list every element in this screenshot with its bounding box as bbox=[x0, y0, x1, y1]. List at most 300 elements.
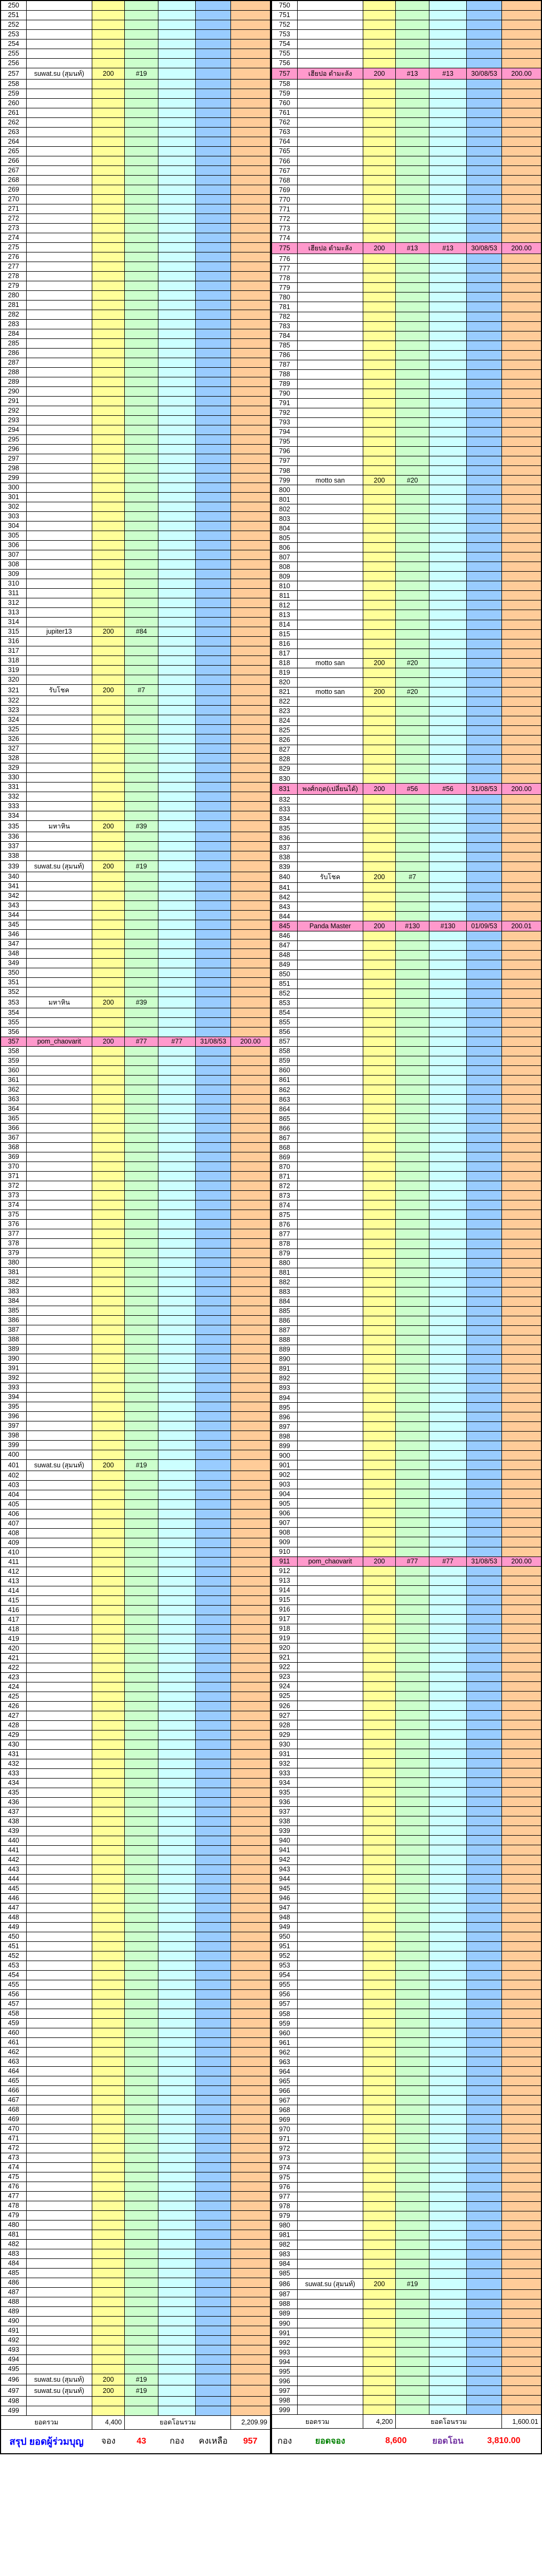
transfer-amount-cell[interactable] bbox=[501, 2134, 541, 2144]
transfer-date-cell[interactable] bbox=[467, 1845, 502, 1855]
transfer-amount-cell[interactable] bbox=[501, 1124, 541, 1133]
pool-number-cell[interactable] bbox=[125, 39, 158, 49]
confirm-number-cell[interactable]: #77 bbox=[429, 1556, 467, 1566]
name-cell[interactable] bbox=[297, 1643, 363, 1653]
row-number-cell[interactable]: 313 bbox=[1, 607, 26, 617]
confirm-number-cell[interactable] bbox=[429, 1412, 467, 1422]
confirm-number-cell[interactable] bbox=[429, 1961, 467, 1970]
name-cell[interactable] bbox=[297, 1653, 363, 1662]
amount-cell[interactable] bbox=[363, 1133, 395, 1143]
confirm-number-cell[interactable] bbox=[158, 1402, 196, 1411]
transfer-date-cell[interactable] bbox=[196, 1509, 231, 1519]
row-number-cell[interactable]: 945 bbox=[272, 1884, 297, 1893]
name-cell[interactable] bbox=[297, 1104, 363, 1114]
pool-number-cell[interactable] bbox=[396, 862, 429, 872]
transfer-date-cell[interactable] bbox=[196, 1567, 231, 1576]
transfer-amount-cell[interactable] bbox=[501, 883, 541, 892]
pool-number-cell[interactable] bbox=[396, 1508, 429, 1518]
pool-number-cell[interactable] bbox=[396, 156, 429, 166]
name-cell[interactable] bbox=[26, 1267, 92, 1277]
transfer-date-cell[interactable] bbox=[467, 204, 502, 214]
pool-number-cell[interactable] bbox=[125, 1634, 158, 1643]
pool-number-cell[interactable] bbox=[125, 1229, 158, 1238]
amount-cell[interactable] bbox=[92, 1334, 124, 1344]
transfer-amount-cell[interactable] bbox=[501, 1643, 541, 1653]
confirm-number-cell[interactable] bbox=[429, 1133, 467, 1143]
amount-cell[interactable] bbox=[92, 1557, 124, 1567]
transfer-date-cell[interactable] bbox=[196, 1471, 231, 1480]
pool-number-cell[interactable] bbox=[125, 1720, 158, 1730]
amount-cell[interactable] bbox=[92, 2345, 124, 2354]
name-cell[interactable] bbox=[297, 369, 363, 379]
amount-cell[interactable] bbox=[92, 1027, 124, 1037]
amount-cell[interactable] bbox=[92, 1210, 124, 1219]
pool-number-cell[interactable] bbox=[125, 1017, 158, 1027]
row-number-cell[interactable]: 304 bbox=[1, 521, 26, 531]
row-number-cell[interactable]: 461 bbox=[1, 2037, 26, 2047]
pool-number-cell[interactable] bbox=[125, 242, 158, 252]
name-cell[interactable] bbox=[26, 2105, 92, 2114]
amount-cell[interactable] bbox=[92, 1363, 124, 1373]
transfer-amount-cell[interactable] bbox=[501, 389, 541, 398]
name-cell[interactable] bbox=[297, 1826, 363, 1836]
row-number-cell[interactable]: 987 bbox=[272, 2289, 297, 2299]
transfer-date-cell[interactable] bbox=[467, 1095, 502, 1104]
row-number-cell[interactable]: 980 bbox=[272, 2221, 297, 2230]
row-number-cell[interactable]: 333 bbox=[1, 801, 26, 811]
row-number-cell[interactable]: 472 bbox=[1, 2143, 26, 2153]
name-cell[interactable] bbox=[297, 1614, 363, 1624]
transfer-date-cell[interactable] bbox=[467, 1961, 502, 1970]
pool-number-cell[interactable] bbox=[396, 1768, 429, 1778]
transfer-total-cell[interactable]: 2,209.99 bbox=[230, 2415, 270, 2429]
pool-number-cell[interactable] bbox=[125, 2326, 158, 2335]
row-number-cell[interactable]: 382 bbox=[1, 1277, 26, 1286]
pool-number-cell[interactable] bbox=[396, 398, 429, 408]
name-cell[interactable] bbox=[26, 1017, 92, 1027]
name-cell[interactable] bbox=[297, 2028, 363, 2038]
row-number-cell[interactable]: 469 bbox=[1, 2114, 26, 2124]
name-cell[interactable] bbox=[26, 434, 92, 444]
amount-cell[interactable] bbox=[363, 1422, 395, 1432]
row-number-cell[interactable]: 886 bbox=[272, 1316, 297, 1325]
amount-cell[interactable] bbox=[363, 862, 395, 872]
name-cell[interactable] bbox=[26, 1171, 92, 1181]
confirm-number-cell[interactable] bbox=[429, 2328, 467, 2338]
row-number-cell[interactable]: 997 bbox=[272, 2386, 297, 2396]
confirm-number-cell[interactable] bbox=[429, 833, 467, 843]
pool-number-cell[interactable] bbox=[125, 753, 158, 763]
name-cell[interactable] bbox=[297, 1672, 363, 1681]
amount-cell[interactable] bbox=[92, 1567, 124, 1576]
transfer-date-cell[interactable] bbox=[467, 1220, 502, 1229]
row-number-cell[interactable]: 806 bbox=[272, 543, 297, 552]
pool-number-cell[interactable] bbox=[125, 396, 158, 406]
pool-number-cell[interactable] bbox=[396, 1181, 429, 1191]
name-cell[interactable] bbox=[297, 1220, 363, 1229]
transfer-amount-cell[interactable] bbox=[230, 290, 270, 300]
pool-number-cell[interactable] bbox=[125, 290, 158, 300]
transfer-date-cell[interactable] bbox=[467, 979, 502, 989]
pool-number-cell[interactable] bbox=[125, 715, 158, 724]
name-cell[interactable]: เฮียปอ ตำมะลัง bbox=[297, 68, 363, 79]
transfer-amount-cell[interactable] bbox=[501, 2278, 541, 2289]
pool-number-cell[interactable] bbox=[125, 939, 158, 949]
row-number-cell[interactable]: 250 bbox=[1, 1, 26, 10]
name-cell[interactable] bbox=[297, 283, 363, 293]
row-number-cell[interactable]: 320 bbox=[1, 675, 26, 684]
confirm-number-cell[interactable] bbox=[429, 2396, 467, 2405]
name-cell[interactable] bbox=[26, 1363, 92, 1373]
amount-cell[interactable] bbox=[92, 1941, 124, 1951]
row-number-cell[interactable]: 467 bbox=[1, 2095, 26, 2105]
transfer-amount-cell[interactable] bbox=[501, 1364, 541, 1373]
confirm-number-cell[interactable] bbox=[158, 1008, 196, 1017]
transfer-amount-cell[interactable] bbox=[230, 550, 270, 559]
amount-cell[interactable] bbox=[92, 1133, 124, 1142]
transfer-amount-cell[interactable] bbox=[230, 2335, 270, 2345]
amount-cell[interactable] bbox=[92, 1624, 124, 1634]
row-number-cell[interactable]: 800 bbox=[272, 485, 297, 495]
name-cell[interactable] bbox=[26, 1490, 92, 1499]
row-number-cell[interactable]: 838 bbox=[272, 852, 297, 862]
amount-cell[interactable] bbox=[92, 2287, 124, 2297]
name-cell[interactable] bbox=[297, 408, 363, 417]
amount-cell[interactable] bbox=[92, 1816, 124, 1826]
transfer-amount-cell[interactable] bbox=[230, 20, 270, 29]
row-number-cell[interactable]: 420 bbox=[1, 1643, 26, 1653]
name-cell[interactable] bbox=[297, 668, 363, 677]
pool-number-cell[interactable] bbox=[396, 677, 429, 687]
row-number-cell[interactable]: 265 bbox=[1, 146, 26, 156]
transfer-date-cell[interactable] bbox=[467, 950, 502, 960]
row-number-cell[interactable]: 316 bbox=[1, 636, 26, 646]
pool-number-cell[interactable] bbox=[396, 754, 429, 764]
row-number-cell[interactable]: 322 bbox=[1, 696, 26, 705]
name-cell[interactable] bbox=[26, 636, 92, 646]
pool-number-cell[interactable] bbox=[125, 2316, 158, 2326]
name-cell[interactable] bbox=[26, 2406, 92, 2415]
pool-number-cell[interactable] bbox=[396, 389, 429, 398]
confirm-number-cell[interactable] bbox=[429, 979, 467, 989]
row-number-cell[interactable]: 464 bbox=[1, 2066, 26, 2076]
amount-cell[interactable] bbox=[363, 591, 395, 600]
transfer-amount-cell[interactable] bbox=[501, 2289, 541, 2299]
transfer-date-cell[interactable] bbox=[467, 562, 502, 572]
pool-number-cell[interactable] bbox=[396, 1681, 429, 1691]
amount-cell[interactable] bbox=[92, 2364, 124, 2374]
transfer-amount-cell[interactable] bbox=[230, 1113, 270, 1123]
row-number-cell[interactable]: 756 bbox=[272, 58, 297, 68]
name-cell[interactable] bbox=[26, 79, 92, 89]
transfer-date-cell[interactable] bbox=[196, 772, 231, 782]
pool-number-cell[interactable] bbox=[396, 1008, 429, 1017]
name-cell[interactable] bbox=[26, 811, 92, 820]
transfer-date-cell[interactable] bbox=[196, 2278, 231, 2287]
transfer-amount-cell[interactable] bbox=[230, 98, 270, 108]
amount-cell[interactable] bbox=[363, 417, 395, 427]
name-cell[interactable] bbox=[26, 1306, 92, 1315]
amount-cell[interactable] bbox=[363, 639, 395, 649]
confirm-number-cell[interactable] bbox=[429, 1691, 467, 1701]
transfer-date-cell[interactable] bbox=[467, 1345, 502, 1354]
amount-cell[interactable] bbox=[363, 716, 395, 725]
row-number-cell[interactable]: 933 bbox=[272, 1768, 297, 1778]
transfer-date-cell[interactable] bbox=[196, 607, 231, 617]
name-cell[interactable] bbox=[297, 1970, 363, 1980]
row-number-cell[interactable]: 827 bbox=[272, 745, 297, 754]
pool-number-cell[interactable] bbox=[125, 1450, 158, 1459]
confirm-number-cell[interactable] bbox=[429, 552, 467, 562]
confirm-number-cell[interactable] bbox=[429, 629, 467, 639]
transfer-date-cell[interactable] bbox=[467, 1124, 502, 1133]
pool-number-cell[interactable] bbox=[396, 1114, 429, 1124]
transfer-total-cell[interactable]: 1,600.01 bbox=[501, 2415, 541, 2429]
pool-number-cell[interactable] bbox=[125, 319, 158, 329]
pool-number-cell[interactable] bbox=[396, 214, 429, 224]
transfer-date-cell[interactable] bbox=[467, 2057, 502, 2067]
row-number-cell[interactable]: 432 bbox=[1, 1759, 26, 1768]
amount-cell[interactable] bbox=[92, 1171, 124, 1181]
transfer-date-cell[interactable] bbox=[196, 2105, 231, 2114]
transfer-date-cell[interactable] bbox=[196, 1344, 231, 1354]
transfer-amount-cell[interactable] bbox=[230, 2306, 270, 2316]
name-cell[interactable] bbox=[297, 1874, 363, 1884]
amount-cell[interactable] bbox=[363, 1027, 395, 1037]
amount-cell[interactable] bbox=[92, 1085, 124, 1094]
amount-cell[interactable] bbox=[92, 1471, 124, 1480]
confirm-number-cell[interactable] bbox=[429, 350, 467, 360]
name-cell[interactable] bbox=[26, 175, 92, 185]
confirm-number-cell[interactable] bbox=[429, 1489, 467, 1499]
confirm-number-cell[interactable] bbox=[429, 1095, 467, 1104]
pool-number-cell[interactable]: #19 bbox=[125, 1459, 158, 1471]
transfer-date-cell[interactable] bbox=[196, 194, 231, 204]
transfer-date-cell[interactable] bbox=[467, 1605, 502, 1614]
amount-cell[interactable] bbox=[92, 290, 124, 300]
amount-cell[interactable] bbox=[363, 2182, 395, 2192]
row-number-cell[interactable]: 832 bbox=[272, 795, 297, 804]
transfer-amount-cell[interactable] bbox=[230, 968, 270, 977]
amount-cell[interactable] bbox=[92, 811, 124, 820]
transfer-amount-cell[interactable] bbox=[230, 463, 270, 473]
pool-number-cell[interactable] bbox=[396, 1268, 429, 1277]
pool-number-cell[interactable]: #77 bbox=[396, 1556, 429, 1566]
transfer-date-cell[interactable] bbox=[467, 629, 502, 639]
name-cell[interactable] bbox=[297, 1913, 363, 1922]
confirm-number-cell[interactable] bbox=[158, 1605, 196, 1615]
transfer-date-cell[interactable] bbox=[196, 2182, 231, 2191]
pool-number-cell[interactable] bbox=[396, 1951, 429, 1961]
transfer-date-cell[interactable] bbox=[467, 1537, 502, 1547]
pool-number-cell[interactable] bbox=[396, 1893, 429, 1903]
confirm-number-cell[interactable] bbox=[158, 2230, 196, 2239]
transfer-date-cell[interactable] bbox=[196, 329, 231, 338]
name-cell[interactable] bbox=[297, 2134, 363, 2144]
transfer-amount-cell[interactable] bbox=[230, 194, 270, 204]
confirm-number-cell[interactable] bbox=[429, 1537, 467, 1547]
transfer-date-cell[interactable] bbox=[196, 1027, 231, 1037]
amount-cell[interactable] bbox=[92, 851, 124, 860]
transfer-date-cell[interactable] bbox=[467, 1951, 502, 1961]
transfer-amount-cell[interactable] bbox=[501, 1268, 541, 1277]
pool-number-cell[interactable] bbox=[125, 2396, 158, 2406]
row-number-cell[interactable]: 920 bbox=[272, 1643, 297, 1653]
amount-cell[interactable] bbox=[92, 1759, 124, 1768]
confirm-number-cell[interactable] bbox=[429, 1297, 467, 1306]
transfer-amount-cell[interactable] bbox=[230, 127, 270, 137]
transfer-amount-cell[interactable] bbox=[230, 329, 270, 338]
transfer-amount-cell[interactable] bbox=[501, 360, 541, 369]
amount-cell[interactable] bbox=[92, 1142, 124, 1152]
amount-cell[interactable] bbox=[363, 883, 395, 892]
amount-cell[interactable] bbox=[92, 782, 124, 792]
row-number-cell[interactable]: 931 bbox=[272, 1749, 297, 1759]
transfer-amount-cell[interactable] bbox=[501, 931, 541, 941]
transfer-amount-cell[interactable] bbox=[230, 929, 270, 939]
transfer-date-cell[interactable] bbox=[196, 1922, 231, 1932]
confirm-number-cell[interactable] bbox=[429, 1855, 467, 1864]
confirm-number-cell[interactable] bbox=[429, 146, 467, 156]
transfer-date-cell[interactable] bbox=[196, 1056, 231, 1065]
confirm-number-cell[interactable] bbox=[158, 734, 196, 744]
transfer-date-cell[interactable] bbox=[467, 1672, 502, 1681]
name-cell[interactable] bbox=[26, 1788, 92, 1797]
amount-cell[interactable] bbox=[363, 1239, 395, 1249]
amount-cell[interactable] bbox=[363, 379, 395, 389]
confirm-number-cell[interactable] bbox=[158, 358, 196, 367]
row-number-cell[interactable]: 301 bbox=[1, 492, 26, 502]
amount-cell[interactable] bbox=[92, 968, 124, 977]
amount-cell[interactable] bbox=[92, 1315, 124, 1325]
pool-number-cell[interactable] bbox=[125, 1759, 158, 1768]
transfer-amount-cell[interactable] bbox=[230, 1065, 270, 1075]
confirm-number-cell[interactable] bbox=[429, 2357, 467, 2367]
row-number-cell[interactable]: 330 bbox=[1, 772, 26, 782]
amount-cell[interactable] bbox=[363, 20, 395, 29]
confirm-number-cell[interactable] bbox=[158, 1711, 196, 1720]
name-cell[interactable] bbox=[297, 1585, 363, 1595]
pool-number-cell[interactable] bbox=[125, 881, 158, 891]
transfer-amount-cell[interactable] bbox=[230, 204, 270, 214]
row-number-cell[interactable]: 879 bbox=[272, 1249, 297, 1258]
amount-cell[interactable] bbox=[92, 1229, 124, 1238]
name-cell[interactable] bbox=[26, 1797, 92, 1807]
row-number-cell[interactable]: 380 bbox=[1, 1258, 26, 1267]
row-number-cell[interactable]: 804 bbox=[272, 524, 297, 533]
name-cell[interactable] bbox=[297, 1816, 363, 1826]
transfer-date-cell[interactable] bbox=[467, 2019, 502, 2028]
confirm-number-cell[interactable] bbox=[429, 912, 467, 921]
amount-cell[interactable] bbox=[92, 281, 124, 290]
pool-number-cell[interactable] bbox=[125, 1, 158, 10]
name-cell[interactable] bbox=[297, 1451, 363, 1460]
name-cell[interactable] bbox=[26, 386, 92, 396]
amount-cell[interactable] bbox=[92, 1440, 124, 1450]
amount-cell[interactable] bbox=[92, 1538, 124, 1547]
row-number-cell[interactable]: 809 bbox=[272, 572, 297, 581]
confirm-number-cell[interactable] bbox=[429, 1711, 467, 1720]
amount-cell[interactable] bbox=[92, 2028, 124, 2037]
name-cell[interactable] bbox=[297, 2048, 363, 2057]
row-number-cell[interactable]: 934 bbox=[272, 1778, 297, 1788]
confirm-number-cell[interactable] bbox=[429, 1941, 467, 1951]
pool-number-cell[interactable] bbox=[396, 774, 429, 784]
transfer-amount-cell[interactable] bbox=[230, 2028, 270, 2037]
confirm-number-cell[interactable] bbox=[158, 1961, 196, 1970]
name-cell[interactable] bbox=[297, 1788, 363, 1797]
confirm-number-cell[interactable] bbox=[429, 998, 467, 1008]
amount-cell[interactable] bbox=[363, 1480, 395, 1489]
transfer-amount-cell[interactable] bbox=[501, 2172, 541, 2182]
confirm-number-cell[interactable] bbox=[429, 1499, 467, 1508]
transfer-date-cell[interactable] bbox=[196, 483, 231, 492]
pool-number-cell[interactable] bbox=[396, 1210, 429, 1220]
row-number-cell[interactable]: 419 bbox=[1, 1634, 26, 1643]
pool-number-cell[interactable] bbox=[396, 581, 429, 591]
transfer-amount-cell[interactable] bbox=[230, 1450, 270, 1459]
transfer-amount-cell[interactable] bbox=[501, 2249, 541, 2259]
transfer-amount-cell[interactable] bbox=[501, 1287, 541, 1297]
confirm-number-cell[interactable] bbox=[429, 620, 467, 629]
transfer-amount-cell[interactable] bbox=[501, 1662, 541, 1672]
pool-number-cell[interactable] bbox=[396, 2201, 429, 2211]
row-number-cell[interactable]: 410 bbox=[1, 1547, 26, 1557]
transfer-date-cell[interactable] bbox=[467, 1884, 502, 1893]
transfer-date-cell[interactable] bbox=[467, 843, 502, 852]
row-number-cell[interactable]: 491 bbox=[1, 2326, 26, 2335]
pool-number-cell[interactable] bbox=[125, 2182, 158, 2191]
confirm-number-cell[interactable] bbox=[429, 533, 467, 543]
confirm-number-cell[interactable] bbox=[158, 39, 196, 49]
row-number-cell[interactable]: 866 bbox=[272, 1124, 297, 1133]
confirm-number-cell[interactable] bbox=[429, 902, 467, 912]
amount-cell[interactable] bbox=[92, 675, 124, 684]
pool-number-cell[interactable] bbox=[125, 841, 158, 851]
confirm-number-cell[interactable] bbox=[429, 1970, 467, 1980]
confirm-number-cell[interactable] bbox=[158, 492, 196, 502]
name-cell[interactable]: รับโชค bbox=[26, 684, 92, 696]
amount-cell[interactable]: 200 bbox=[92, 1459, 124, 1471]
amount-cell[interactable] bbox=[363, 524, 395, 533]
row-number-cell[interactable]: 424 bbox=[1, 1682, 26, 1692]
pool-number-cell[interactable] bbox=[396, 146, 429, 156]
row-number-cell[interactable]: 356 bbox=[1, 1027, 26, 1037]
transfer-amount-cell[interactable] bbox=[501, 137, 541, 146]
transfer-amount-cell[interactable] bbox=[501, 941, 541, 950]
confirm-number-cell[interactable] bbox=[158, 2335, 196, 2345]
transfer-date-cell[interactable] bbox=[196, 910, 231, 920]
pool-number-cell[interactable] bbox=[125, 1286, 158, 1296]
transfer-amount-cell[interactable] bbox=[230, 444, 270, 454]
pool-number-cell[interactable] bbox=[125, 2306, 158, 2316]
amount-cell[interactable] bbox=[363, 1624, 395, 1633]
confirm-number-cell[interactable] bbox=[158, 29, 196, 39]
pool-number-cell[interactable] bbox=[396, 1884, 429, 1893]
amount-cell[interactable] bbox=[363, 2172, 395, 2182]
confirm-number-cell[interactable] bbox=[429, 2269, 467, 2278]
name-cell[interactable] bbox=[297, 1162, 363, 1172]
transfer-amount-cell[interactable] bbox=[230, 772, 270, 782]
confirm-number-cell[interactable] bbox=[429, 1325, 467, 1335]
transfer-date-cell[interactable] bbox=[467, 504, 502, 514]
transfer-amount-cell[interactable] bbox=[230, 1267, 270, 1277]
row-number-cell[interactable]: 854 bbox=[272, 1008, 297, 1017]
confirm-number-cell[interactable] bbox=[429, 1239, 467, 1249]
amount-cell[interactable] bbox=[363, 2211, 395, 2221]
row-number-cell[interactable]: 358 bbox=[1, 1046, 26, 1056]
name-cell[interactable] bbox=[26, 1855, 92, 1864]
